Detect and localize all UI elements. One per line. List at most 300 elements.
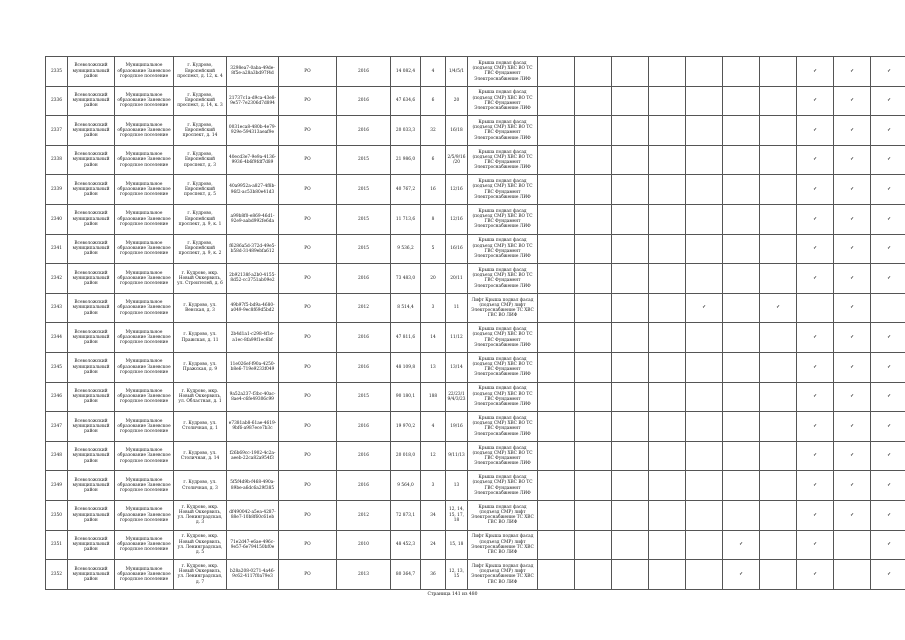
check-mark-icon: ✓ — [797, 352, 834, 382]
table-row — [46, 560, 905, 590]
works-cell: Крыша подвал фасад (подъезд СМР) ХВС ВО ТС ГВС Фундамент Электроснабжение ЛИФ — [468, 323, 538, 353]
check-mark-icon: ✓ — [797, 175, 834, 205]
fund-form-cell: РО — [279, 293, 337, 323]
empty-cell — [612, 412, 649, 442]
floors-cell: 6 — [421, 86, 446, 116]
empty-cell — [649, 116, 686, 146]
address-cell: г. Кудрово, Европейский проспект, д. 9, к. 1 — [174, 204, 227, 234]
empty-cell — [649, 382, 686, 412]
district-cell: Всеволожский муниципальный район — [68, 500, 115, 530]
year-cell: 2016 — [337, 323, 391, 353]
check-mark-icon: ✓ — [797, 441, 834, 471]
empty-cell — [834, 560, 871, 590]
empty-cell — [538, 530, 575, 560]
row-number: 2338 — [46, 145, 68, 175]
area-cell: 40 767,2 — [391, 175, 421, 205]
check-mark-icon: ✓ — [834, 412, 871, 442]
area-cell: 9 564,0 — [391, 471, 421, 501]
check-mark-icon: ✓ — [871, 264, 905, 294]
empty-cell — [686, 175, 723, 205]
fund-form-cell: РО — [279, 175, 337, 205]
table-row — [46, 530, 905, 560]
district-cell: Всеволожский муниципальный район — [68, 560, 115, 590]
check-mark-icon: ✓ — [871, 500, 905, 530]
table-body — [46, 57, 905, 590]
empty-cell — [760, 175, 797, 205]
year-cell: 2015 — [337, 382, 391, 412]
works-cell: Крыша подвал фасад (подъезд СМР) ХВС ВО ТС ГВС Фундамент Электроснабжение ЛИФ — [468, 234, 538, 264]
check-mark-icon: ✓ — [834, 57, 871, 87]
floors-cell: 6 — [421, 145, 446, 175]
fund-form-cell: РО — [279, 352, 337, 382]
empty-cell — [760, 382, 797, 412]
empty-cell — [760, 530, 797, 560]
row-number: 2348 — [46, 441, 68, 471]
check-mark-icon: ✓ — [797, 234, 834, 264]
fias-code-cell: 71e2d47-e6ae-496c-9e57-6e794150bf0e — [227, 530, 279, 560]
fund-form-cell: РО — [279, 145, 337, 175]
area-cell: 11 713,6 — [391, 204, 421, 234]
table-row — [46, 441, 905, 471]
district-cell: Всеволожский муниципальный район — [68, 382, 115, 412]
municipality-cell: Муниципальное образование Заневское городское поселение — [115, 441, 174, 471]
municipality-cell: Муниципальное образование Заневское городское поселение — [115, 234, 174, 264]
count-cell: 20/11 — [446, 264, 468, 294]
count-cell: 11/12 — [446, 323, 468, 353]
check-mark-icon: ✓ — [871, 323, 905, 353]
empty-cell — [612, 204, 649, 234]
works-cell: Лифт Крыша подвал фасад (подъезд СМР) лифт Электроснабжение ТС ХВС ГВС ВО ЛИФ — [468, 560, 538, 590]
check-mark-icon: ✓ — [871, 175, 905, 205]
address-cell: г. Кудрово, Европейский проспект, д. 9, к. 2 — [174, 234, 227, 264]
empty-cell — [760, 116, 797, 146]
address-cell: г. Кудрово, Европейский проспект, д. 3 — [174, 145, 227, 175]
floors-cell: 24 — [421, 530, 446, 560]
empty-cell — [760, 145, 797, 175]
empty-cell — [575, 175, 612, 205]
check-mark-icon: ✓ — [797, 530, 834, 560]
empty-cell — [538, 441, 575, 471]
table-row — [46, 412, 905, 442]
works-cell: Крыша подвал фасад (подъезд СМР) лифт Электроснабжение ТС ХВС ГВС ВО ЛИФ — [468, 500, 538, 530]
table-row — [46, 352, 905, 382]
year-cell: 2015 — [337, 175, 391, 205]
works-cell: Крыша подвал фасад (подъезд СМР) ХВС ВО ТС ГВС Фундамент Электроснабжение ЛИФ — [468, 352, 538, 382]
fund-form-cell: РО — [279, 560, 337, 590]
empty-cell — [760, 500, 797, 530]
empty-cell — [612, 352, 649, 382]
count-cell: 12, 14, 15, 17, 18 — [446, 500, 468, 530]
fias-code-cell: a99b8f0-e869-46d1-92e9-aabd992fe6da — [227, 204, 279, 234]
empty-cell — [538, 500, 575, 530]
floors-cell: 16 — [421, 175, 446, 205]
table-row — [46, 293, 905, 323]
municipality-cell: Муниципальное образование Заневское городское поселение — [115, 204, 174, 234]
floors-cell: 34 — [421, 500, 446, 530]
area-cell: 80 364,7 — [391, 560, 421, 590]
check-mark-icon: ✓ — [834, 441, 871, 471]
works-cell: Крыша подвал фасад (подъезд СМР) ХВС ВО ТС ГВС Фундамент Электроснабжение ЛИФ — [468, 175, 538, 205]
count-cell: 11 — [446, 293, 468, 323]
empty-cell — [723, 352, 760, 382]
address-cell: г. Кудрово, мкр. Новый Оккервиль, ул. Ленинградская, д. 7 — [174, 560, 227, 590]
fias-code-cell: 9a52a237-f3bc-40ac-8ae4-c6fe49306c99 — [227, 382, 279, 412]
address-cell: г. Кудрово, ул. Венская, д. 3 — [174, 293, 227, 323]
table-row — [46, 323, 905, 353]
year-cell: 2012 — [337, 500, 391, 530]
check-mark-icon: ✓ — [834, 86, 871, 116]
fias-code-cell: 2b92138f-a2b0-4155-8d52-cc3751ab09e2 — [227, 264, 279, 294]
empty-cell — [686, 86, 723, 116]
year-cell: 2015 — [337, 234, 391, 264]
row-number: 2343 — [46, 293, 68, 323]
works-cell: Лифт Крыша подвал фасад (подъезд СМР) лифт Электроснабжение ТС ХВС ГВС ВО ЛИФ — [468, 293, 538, 323]
check-mark-icon: ✓ — [797, 412, 834, 442]
empty-cell — [760, 352, 797, 382]
empty-cell — [649, 323, 686, 353]
count-cell: 13/14 — [446, 352, 468, 382]
empty-cell — [612, 175, 649, 205]
works-cell: Крыша подвал фасад (подъезд СМР) ХВС ВО ТС ГВС Фундамент Электроснабжение ЛИФ — [468, 412, 538, 442]
check-mark-icon: ✓ — [797, 500, 834, 530]
year-cell: 2016 — [337, 264, 391, 294]
year-cell: 2016 — [337, 116, 391, 146]
empty-cell — [649, 293, 686, 323]
floors-cell: 3 — [421, 293, 446, 323]
floors-cell: 4 — [421, 412, 446, 442]
row-number: 2346 — [46, 382, 68, 412]
row-number: 2342 — [46, 264, 68, 294]
municipality-cell: Муниципальное образование Заневское городское поселение — [115, 471, 174, 501]
fias-code-cell: 40a9952a-a827-4f8b-96f2-ac53b80e41d3 — [227, 175, 279, 205]
address-cell: г. Кудрово, ул. Пражская, д. 11 — [174, 323, 227, 353]
fund-form-cell: РО — [279, 57, 337, 87]
works-cell: Крыша подвал фасад (подъезд СМР) ХВС ВО ТС ГВС Фундамент Электроснабжение ЛИФ — [468, 86, 538, 116]
table-row — [46, 116, 905, 146]
fias-code-cell: e7381ab8-61ae-4619-9bf6-a987ece7b3c — [227, 412, 279, 442]
empty-cell — [575, 530, 612, 560]
row-number: 2351 — [46, 530, 68, 560]
check-mark-icon: ✓ — [834, 293, 871, 323]
empty-cell — [649, 86, 686, 116]
empty-cell — [575, 352, 612, 382]
area-cell: 21 986,0 — [391, 145, 421, 175]
municipality-cell: Муниципальное образование Заневское городское поселение — [115, 145, 174, 175]
empty-cell — [612, 116, 649, 146]
table-row — [46, 382, 905, 412]
count-cell: 1/4/5/1 — [446, 57, 468, 87]
empty-cell — [538, 323, 575, 353]
check-mark-icon: ✓ — [871, 560, 905, 590]
empty-cell — [575, 500, 612, 530]
empty-cell — [538, 560, 575, 590]
empty-cell — [538, 352, 575, 382]
table-row — [46, 471, 905, 501]
row-number: 2336 — [46, 86, 68, 116]
empty-cell — [649, 441, 686, 471]
fund-form-cell: РО — [279, 234, 337, 264]
empty-cell — [723, 412, 760, 442]
empty-cell — [612, 264, 649, 294]
area-cell: 47 634,6 — [391, 86, 421, 116]
works-cell: Крыша подвал фасад (подъезд СМР) ХВС ВО ТС ГВС Фундамент Электроснабжение ЛИФ — [468, 471, 538, 501]
table-row — [46, 175, 905, 205]
empty-cell — [649, 264, 686, 294]
check-mark-icon: ✓ — [871, 530, 905, 560]
floors-cell: 5 — [421, 234, 446, 264]
municipality-cell: Муниципальное образование Заневское городское поселение — [115, 293, 174, 323]
empty-cell — [760, 204, 797, 234]
municipality-cell: Муниципальное образование Заневское городское поселение — [115, 412, 174, 442]
year-cell: 2012 — [337, 293, 391, 323]
empty-cell — [612, 293, 649, 323]
floors-cell: 32 — [421, 116, 446, 146]
empty-cell — [575, 412, 612, 442]
count-cell: 15, 18 — [446, 530, 468, 560]
empty-cell — [575, 57, 612, 87]
municipality-cell: Муниципальное образование Заневское городское поселение — [115, 500, 174, 530]
empty-cell — [723, 57, 760, 87]
empty-cell — [686, 234, 723, 264]
row-number: 2344 — [46, 323, 68, 353]
fund-form-cell: РО — [279, 471, 337, 501]
district-cell: Всеволожский муниципальный район — [68, 234, 115, 264]
empty-cell — [760, 323, 797, 353]
check-mark-icon: ✓ — [760, 293, 797, 323]
empty-cell — [649, 145, 686, 175]
empty-cell — [686, 500, 723, 530]
works-cell: Крыша подвал фасад (подъезд СМР) ХВС ВО ТС ГВС Фундамент Электроснабжение ЛИФ — [468, 382, 538, 412]
table-row — [46, 57, 905, 87]
check-mark-icon: ✓ — [797, 323, 834, 353]
municipality-cell: Муниципальное образование Заневское городское поселение — [115, 323, 174, 353]
empty-cell — [612, 382, 649, 412]
floors-cell: 4 — [421, 57, 446, 87]
municipality-cell: Муниципальное образование Заневское городское поселение — [115, 352, 174, 382]
works-cell: Лифт Крыша подвал фасад (подъезд СМР) лифт Электроснабжение ТС ХВС ГВС ВО ЛИФ — [468, 530, 538, 560]
empty-cell — [760, 57, 797, 87]
empty-cell — [686, 382, 723, 412]
check-mark-icon: ✓ — [834, 204, 871, 234]
empty-cell — [723, 145, 760, 175]
row-number: 2352 — [46, 560, 68, 590]
row-number: 2345 — [46, 352, 68, 382]
fund-form-cell: РО — [279, 382, 337, 412]
district-cell: Всеволожский муниципальный район — [68, 530, 115, 560]
check-mark-icon: ✓ — [797, 116, 834, 146]
empty-cell — [575, 234, 612, 264]
check-mark-icon: ✓ — [871, 382, 905, 412]
empty-cell — [686, 204, 723, 234]
count-cell: 13 — [446, 471, 468, 501]
empty-cell — [612, 86, 649, 116]
fund-form-cell: РО — [279, 412, 337, 442]
municipality-cell: Муниципальное образование Заневское городское поселение — [115, 86, 174, 116]
area-cell: 48 109,8 — [391, 352, 421, 382]
check-mark-icon: ✓ — [834, 175, 871, 205]
empty-cell — [575, 86, 612, 116]
fias-code-cell: 2b4d1a1-c298-4f1e-a1ec-8fa99f1ec6bf — [227, 323, 279, 353]
register-table — [45, 56, 905, 590]
empty-cell — [686, 264, 723, 294]
check-mark-icon: ✓ — [834, 323, 871, 353]
table-row — [46, 264, 905, 294]
empty-cell — [723, 441, 760, 471]
fund-form-cell: РО — [279, 264, 337, 294]
empty-cell — [723, 116, 760, 146]
area-cell: 73 483,0 — [391, 264, 421, 294]
municipality-cell: Муниципальное образование Заневское городское поселение — [115, 57, 174, 87]
empty-cell — [723, 234, 760, 264]
check-mark-icon: ✓ — [871, 352, 905, 382]
floors-cell: 13 — [421, 352, 446, 382]
count-cell: 9/11/13 — [446, 441, 468, 471]
empty-cell — [760, 412, 797, 442]
empty-cell — [538, 145, 575, 175]
district-cell: Всеволожский муниципальный район — [68, 145, 115, 175]
check-mark-icon: ✓ — [797, 204, 834, 234]
check-mark-icon: ✓ — [871, 86, 905, 116]
empty-cell — [723, 264, 760, 294]
fund-form-cell: РО — [279, 204, 337, 234]
year-cell: 2016 — [337, 57, 391, 87]
district-cell: Всеволожский муниципальный район — [68, 323, 115, 353]
empty-cell — [538, 412, 575, 442]
row-number: 2335 — [46, 57, 68, 87]
empty-cell — [686, 441, 723, 471]
empty-cell — [686, 57, 723, 87]
works-cell: Крыша подвал фасад (подъезд СМР) ХВС ВО ТС ГВС Фундамент Электроснабжение ЛИФ — [468, 441, 538, 471]
count-cell: 16/18 — [446, 116, 468, 146]
empty-cell — [538, 234, 575, 264]
count-cell: 22/23/19/4/3/23 — [446, 382, 468, 412]
fund-form-cell: РО — [279, 323, 337, 353]
empty-cell — [575, 471, 612, 501]
year-cell: 2015 — [337, 145, 391, 175]
empty-cell — [723, 204, 760, 234]
empty-cell — [871, 293, 905, 323]
check-mark-icon: ✓ — [797, 145, 834, 175]
address-cell: г. Кудрово, ул. Столичная, д. 14 — [174, 441, 227, 471]
table-row — [46, 500, 905, 530]
empty-cell — [538, 293, 575, 323]
empty-cell — [723, 382, 760, 412]
floors-cell: 36 — [421, 560, 446, 590]
municipality-cell: Муниципальное образование Заневское городское поселение — [115, 116, 174, 146]
check-mark-icon: ✓ — [834, 471, 871, 501]
count-cell: 20 — [446, 86, 468, 116]
fias-code-cell: df490042-a5ea-4287-88e7-10b8f60c61eb — [227, 500, 279, 530]
check-mark-icon: ✓ — [871, 412, 905, 442]
check-mark-icon: ✓ — [871, 145, 905, 175]
empty-cell — [686, 116, 723, 146]
empty-cell — [723, 471, 760, 501]
empty-cell — [538, 382, 575, 412]
address-cell: г. Кудрово, мкр. Новый Оккервиль, ул. Ленинградская, д. 3 — [174, 500, 227, 530]
district-cell: Всеволожский муниципальный район — [68, 441, 115, 471]
area-cell: 9 536,2 — [391, 234, 421, 264]
fias-code-cell: 5f5f4d9b-f468-490a-89be-a6dc6a29f385 — [227, 471, 279, 501]
check-mark-icon: ✓ — [797, 382, 834, 412]
check-mark-icon: ✓ — [871, 471, 905, 501]
fund-form-cell: РО — [279, 116, 337, 146]
check-mark-icon: ✓ — [834, 234, 871, 264]
empty-cell — [612, 530, 649, 560]
area-cell: 48 452,3 — [391, 530, 421, 560]
empty-cell — [723, 323, 760, 353]
empty-cell — [575, 293, 612, 323]
empty-cell — [649, 530, 686, 560]
year-cell: 2016 — [337, 441, 391, 471]
empty-cell — [649, 500, 686, 530]
empty-cell — [723, 293, 760, 323]
floors-cell: 3 — [421, 471, 446, 501]
check-mark-icon: ✓ — [834, 116, 871, 146]
row-number: 2347 — [46, 412, 68, 442]
empty-cell — [538, 204, 575, 234]
floors-cell: 188 — [421, 382, 446, 412]
empty-cell — [538, 471, 575, 501]
district-cell: Всеволожский муниципальный район — [68, 116, 115, 146]
address-cell: г. Кудрово, Европейский проспект, д. 5 — [174, 175, 227, 205]
empty-cell — [538, 264, 575, 294]
area-cell: 47 811,6 — [391, 323, 421, 353]
row-number: 2337 — [46, 116, 68, 146]
empty-cell — [649, 234, 686, 264]
address-cell: г. Кудрово, мкр. Новый Оккервиль, ул. Областная, д. 1 — [174, 382, 227, 412]
year-cell: 2015 — [337, 204, 391, 234]
fias-code-cell: 49b97f5-bd9a-4680-a049-9ec8f69d5bd2 — [227, 293, 279, 323]
municipality-cell: Муниципальное образование Заневское городское поселение — [115, 560, 174, 590]
empty-cell — [760, 234, 797, 264]
fias-code-cell: 11e026ef-f90a-4250-b8e6-719e9233f049 — [227, 352, 279, 382]
fias-code-cell: f6286a5d-372d-49e5-b58d-31489ebfa612 — [227, 234, 279, 264]
works-cell: Крыша подвал фасад (подъезд СМР) ХВС ВО ТС ГВС Фундамент Электроснабжение ЛИФ — [468, 204, 538, 234]
empty-cell — [575, 382, 612, 412]
check-mark-icon: ✓ — [797, 471, 834, 501]
municipality-cell: Муниципальное образование Заневское городское поселение — [115, 264, 174, 294]
check-mark-icon: ✓ — [797, 560, 834, 590]
page-footer: Страница 141 из 480 — [427, 592, 478, 597]
district-cell: Всеволожский муниципальный район — [68, 412, 115, 442]
empty-cell — [723, 500, 760, 530]
year-cell: 2016 — [337, 86, 391, 116]
check-mark-icon: ✓ — [797, 57, 834, 87]
empty-cell — [538, 116, 575, 146]
empty-cell — [686, 560, 723, 590]
empty-cell — [760, 86, 797, 116]
empty-cell — [612, 234, 649, 264]
empty-cell — [834, 530, 871, 560]
empty-cell — [760, 264, 797, 294]
empty-cell — [612, 471, 649, 501]
municipality-cell: Муниципальное образование Заневское городское поселение — [115, 530, 174, 560]
area-cell: 8 514,4 — [391, 293, 421, 323]
empty-cell — [612, 323, 649, 353]
empty-cell — [686, 530, 723, 560]
check-mark-icon: ✓ — [686, 293, 723, 323]
empty-cell — [649, 471, 686, 501]
district-cell: Всеволожский муниципальный район — [68, 175, 115, 205]
fund-form-cell: РО — [279, 530, 337, 560]
address-cell: г. Кудрово, ул. Столичная, д. 1 — [174, 412, 227, 442]
district-cell: Всеволожский муниципальный район — [68, 293, 115, 323]
address-cell: г. Кудрово, ул. Столичная, д. 3 — [174, 471, 227, 501]
empty-cell — [686, 145, 723, 175]
check-mark-icon: ✓ — [871, 116, 905, 146]
empty-cell — [686, 471, 723, 501]
empty-cell — [649, 412, 686, 442]
